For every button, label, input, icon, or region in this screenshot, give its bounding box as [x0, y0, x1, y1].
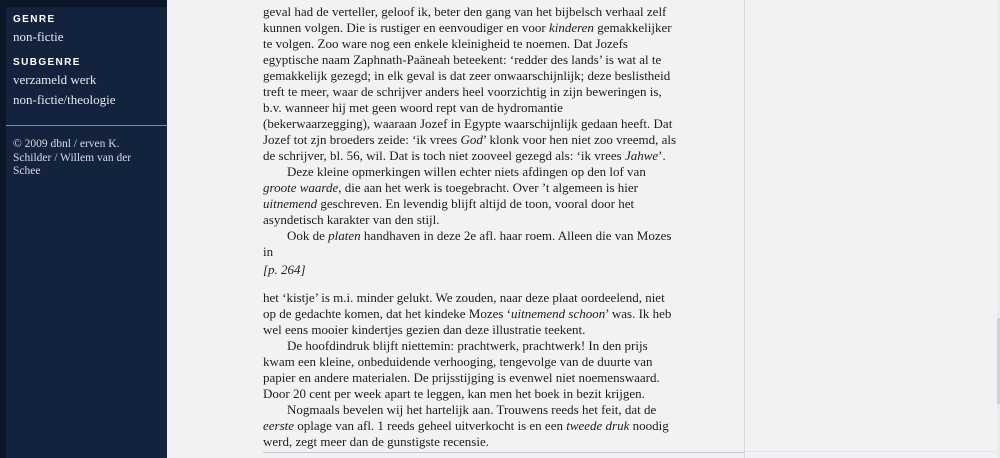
text-line: groote waarde, die aan het werk is toegebracht. Over ’t algemeen is hier: [263, 180, 638, 195]
paragraph: [263, 402, 745, 450]
text-line: Deze kleine opmerkingen willen echter niets afdingen op den lof van: [287, 164, 646, 179]
text-line: gemakkelijk gezegd; in elk geval is dat zeer onwaarschijnlijk; deze beslistheid: [263, 68, 671, 83]
copyright-notice: © 2009 dbnl / erven K. Schilder / Willem van der Schee: [13, 138, 132, 177]
subgenre-heading: SUBGENRE: [13, 57, 81, 68]
text-line: eerste oplage van afl. 1 reeds geheel uitverkocht is en een tweede druk noodig: [263, 418, 669, 433]
sidebar-divider: [6, 125, 167, 126]
genre-heading: GENRE: [13, 14, 56, 25]
text-line: het ‘kistje’ is m.i. minder gelukt. We zouden, naar deze plaat oordeelend, niet: [263, 290, 665, 305]
paragraph: [263, 4, 745, 164]
text-line: De hoofdindruk blijft niettemin: prachtwerk, prachtwerk! In den prijs: [287, 338, 648, 353]
text-line: te volgen. Zoo ware nog een enkele kleinigheid te noemen. Dat Jozefs: [263, 36, 628, 51]
footer-rule-right: [746, 451, 1000, 452]
text-line: in: [263, 244, 274, 259]
text-line: op de gedachte komen, dat het kindeke Mozes ‘uitnemend schoon’ was. Ik heb: [263, 306, 672, 321]
paragraph: [263, 228, 745, 260]
paragraph: [263, 338, 745, 402]
text-line: de schrijver, bl. 56, wil. Dat is toch niet zooveel gezegd als: ‘ik vrees Jahwe’.: [263, 148, 666, 163]
text-line: Jozef tot zjn broeders zeide: ‘ik vrees God’ klonk voor hen niet zoo vreemd, als: [263, 132, 677, 147]
text-line: (bekerwaarzegging), waaraan Jozef in Egypte waarschijnlijk gedaan heeft. Dat: [263, 116, 673, 131]
text-line: geval had de verteller, geloof ik, beter den gang van het bijbelsch verhaal zelf: [263, 4, 667, 19]
text-line: wel eens mooier kindertjes gezien dan deze illustratie teekent.: [263, 322, 586, 337]
sidebar-item-genre-non-fictie[interactable]: non-fictie: [13, 29, 64, 44]
text-line: Door 20 cent per week apart te leggen, kan men het boek in bezit krijgen.: [263, 386, 645, 401]
text-line: treft te meer, waar de schrijver anders heel voorzichtig in zijn beweringen is,: [263, 84, 662, 99]
sidebar-item-subgenre-verzameld-werk[interactable]: verzameld werk: [13, 72, 97, 87]
text-line: b.v. wanneer hij met geen woord rept van de hydromantie: [263, 100, 563, 115]
text-line: kunnen volgen. Die is rustiger en eenvoudiger en voor kinderen gemakkelijker: [263, 20, 672, 35]
page-marker: [p. 264]: [263, 262, 306, 277]
text-line: papier en andere materialen. De prijsstijging is evenwel niet noemenswaard.: [263, 370, 660, 385]
article-text: [263, 4, 745, 453]
sidebar: [0, 0, 167, 458]
text-line: Nogmaals bevelen wij het hartelijk aan. Trouwens reeds het feit, dat de: [287, 402, 657, 417]
content-right-divider: [744, 0, 745, 458]
paragraph: [263, 164, 745, 228]
text-line: Ook de platen handhaven in deze 2e afl. haar roem. Alleen die van Mozes: [287, 228, 672, 243]
text-line: egyptische naam Zaphnath-Paäneah beteekent: ‘redder des lands’ is wat al te: [263, 52, 662, 67]
text-line: uitnemend geschreven. En levendig blijft altijd de toon, vooral door het: [263, 196, 635, 211]
section-divider-rule: [263, 452, 744, 453]
sidebar-item-subgenre-non-fictie-theologie[interactable]: non-fictie/theologie: [13, 92, 116, 107]
paragraph: [263, 290, 745, 338]
text-line: asyndetisch karakter van den stijl.: [263, 212, 440, 227]
text-line: kwam een kleine, onbeduidende verhooging, tengevolge van de duurte van: [263, 354, 653, 369]
text-line: werd, zegt meer dan de gunstigste recensie.: [263, 434, 489, 449]
